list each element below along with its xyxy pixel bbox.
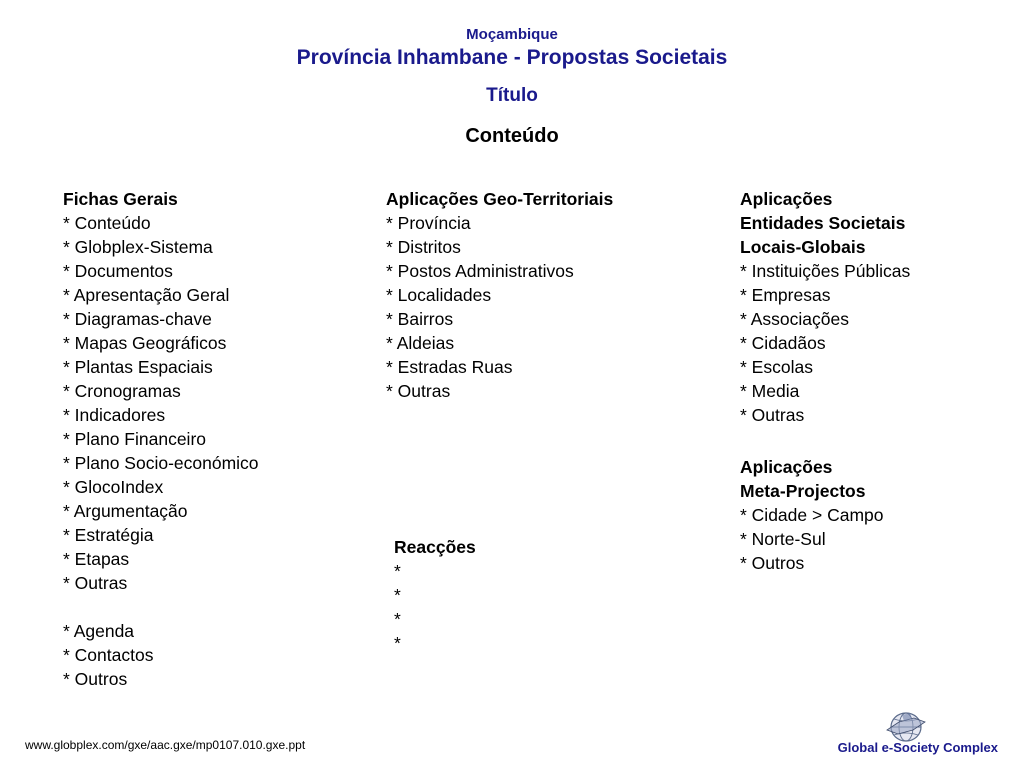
reaccoes-section bbox=[394, 535, 476, 655]
list-item: * Plano Socio-económico bbox=[63, 453, 259, 473]
list-item: * Outras bbox=[386, 381, 451, 401]
list-item: * Contactos bbox=[63, 645, 154, 665]
meta-projectos-column bbox=[740, 455, 884, 575]
column-heading: Entidades Societais bbox=[740, 213, 906, 233]
list-item: * Media bbox=[740, 381, 800, 401]
list-item: * Agenda bbox=[63, 621, 135, 641]
list-item: * Instituições Públicas bbox=[740, 261, 911, 281]
list-item: * Argumentação bbox=[63, 501, 188, 521]
list-item: * Outras bbox=[63, 573, 128, 593]
list-item: * Cronogramas bbox=[63, 381, 181, 401]
list-item: * Outros bbox=[740, 553, 805, 573]
list-item: * Conteúdo bbox=[63, 213, 151, 233]
list-item: * Escolas bbox=[740, 357, 813, 377]
column-heading: Aplicações bbox=[740, 457, 833, 477]
list-item: * bbox=[394, 609, 401, 629]
footer-brand: Global e-Society Complex bbox=[837, 740, 998, 755]
list-item: * Plantas Espaciais bbox=[63, 357, 213, 377]
geo-territoriais-column bbox=[386, 187, 613, 403]
list-item: * Associações bbox=[740, 309, 849, 329]
list-item: * Apresentação Geral bbox=[63, 285, 230, 305]
list-item: * Outros bbox=[63, 669, 128, 689]
list-item: * Aldeias bbox=[386, 333, 455, 353]
list-item: * Mapas Geográficos bbox=[63, 333, 227, 353]
list-item: * Estradas Ruas bbox=[386, 357, 513, 377]
list-item: * Distritos bbox=[386, 237, 461, 257]
column-heading: Aplicações bbox=[740, 189, 833, 209]
list-item: * Diagramas-chave bbox=[63, 309, 212, 329]
list-item: * Cidadãos bbox=[740, 333, 826, 353]
section-heading: Reacções bbox=[394, 537, 476, 557]
page-title: Província Inhambane - Propostas Societais bbox=[296, 46, 728, 69]
list-item: * Norte-Sul bbox=[740, 529, 826, 549]
list-item: * Outras bbox=[740, 405, 805, 425]
column-heading: Aplicações Geo-Territoriais bbox=[386, 189, 614, 209]
fichas-gerais-column bbox=[63, 187, 259, 691]
list-item: * Etapas bbox=[63, 549, 130, 569]
entidades-societais-column bbox=[740, 187, 910, 427]
column-heading: Meta-Projectos bbox=[740, 481, 866, 501]
page-subtitle: Título bbox=[486, 85, 538, 106]
list-item: * bbox=[394, 633, 401, 653]
list-item: * Cidade > Campo bbox=[740, 505, 884, 525]
column-heading: Locais-Globais bbox=[740, 237, 866, 257]
list-item: * Plano Financeiro bbox=[63, 429, 206, 449]
list-item: * Documentos bbox=[63, 261, 173, 281]
spacer bbox=[63, 595, 259, 619]
country-title: Moçambique bbox=[466, 26, 558, 43]
list-item: * Localidades bbox=[386, 285, 492, 305]
list-item: * Indicadores bbox=[63, 405, 166, 425]
list-item: * Estratégia bbox=[63, 525, 154, 545]
footer-url[interactable]: www.globplex.com/gxe/aac.gxe/mp0107.010.gxe.ppt bbox=[25, 738, 306, 752]
list-item: * Empresas bbox=[740, 285, 831, 305]
list-item: * Postos Administrativos bbox=[386, 261, 574, 281]
content-heading: Conteúdo bbox=[465, 125, 559, 147]
column-heading: Fichas Gerais bbox=[63, 189, 178, 209]
list-item: * GlocoIndex bbox=[63, 477, 164, 497]
globe-icon bbox=[884, 710, 928, 744]
list-item: * bbox=[394, 585, 401, 605]
list-item: * Província bbox=[386, 213, 471, 233]
list-item: * Bairros bbox=[386, 309, 454, 329]
list-item: * bbox=[394, 561, 401, 581]
list-item: * Globplex-Sistema bbox=[63, 237, 213, 257]
